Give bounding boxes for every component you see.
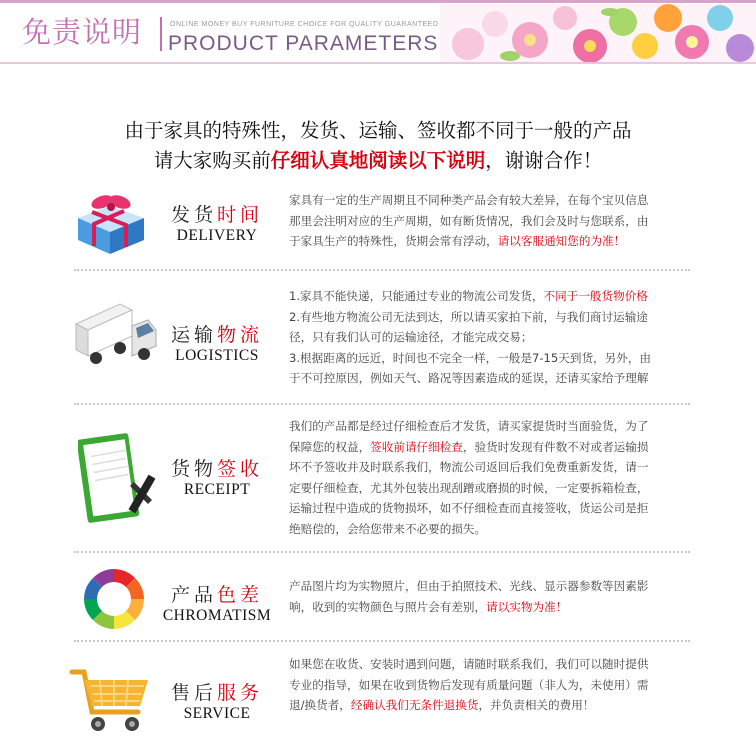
logistics-text — [289, 286, 689, 389]
service-line: 专业的指导，如果在收到货物后发现有质量问题（非人为，未使用）需 — [289, 677, 649, 692]
color-wheel-icon — [74, 566, 154, 632]
section-delivery — [0, 186, 756, 266]
banner-en-title: PRODUCT PARAMETERS — [168, 32, 439, 55]
delivery-line: 那里会注明对应的生产周期，如有断货情况，我们会及时与您联系，由 — [289, 213, 649, 228]
delivery-line — [289, 231, 689, 252]
logistics-line1-pre: 1.家具不能快递，只能通过专业的物流公司发货， — [289, 289, 544, 303]
delivery-text — [289, 190, 689, 252]
logistics-line — [289, 286, 689, 307]
chromatism-text — [289, 576, 689, 617]
delivery-cn-a: 发货 — [170, 204, 217, 226]
shopping-cart-icon — [66, 664, 156, 736]
receipt-label — [158, 454, 276, 499]
banner-cn-title: 免责说明 — [22, 15, 143, 49]
service-cn-a: 售后 — [170, 682, 217, 704]
headline-line2 — [0, 146, 756, 176]
banner-top-line — [0, 0, 756, 3]
delivery-line: 家具有一定的生产周期且不同种类产品会有较大差异，在每个宝贝信息 — [289, 193, 649, 207]
chromatism-cn-label — [150, 580, 284, 607]
logistics-cn-b: 物流 — [217, 324, 264, 346]
clipboard-pen-icon — [78, 430, 158, 526]
receipt-text — [289, 416, 689, 540]
divider — [74, 640, 690, 642]
service-label — [158, 678, 276, 723]
receipt-cn-a: 货物 — [170, 458, 217, 480]
headline — [0, 116, 756, 176]
logistics-cn-a: 运输 — [170, 324, 217, 346]
headline-line2-pre: 请大家购买前 — [153, 149, 271, 172]
receipt-line: 运输过程中造成的货物损坏，如不仔细检查而直接签收，货运公司是拒 — [289, 501, 649, 516]
service-line3-post: ，并负责相关的费用！ — [478, 698, 595, 713]
divider — [74, 403, 690, 405]
receipt-line: 定要仔细检查，尤其外包装出现刮蹭或磨损的时候，一定要拆箱检查， — [289, 480, 649, 495]
service-text — [289, 654, 689, 716]
section-logistics — [0, 282, 756, 392]
logistics-label — [158, 320, 276, 365]
receipt-line: 绝赔偿的，会给您带来不必要的损失。 — [289, 521, 487, 536]
headline-line1: 由于家具的特殊性，发货、运输、签收都不同于一般的产品 — [124, 119, 632, 142]
receipt-line2-red: 签收前请仔细检查 — [370, 439, 463, 454]
banner-divider — [160, 17, 162, 51]
banner-tagline: ONLINE MONEY BUY FURNITURE CHOICE FOR QUALITY GUARANTEED — [170, 21, 439, 28]
banner-bottom-line — [0, 62, 756, 64]
gift-box-icon — [70, 188, 150, 258]
receipt-line2-post: ，验货时发现有件数不对或者运输损 — [462, 439, 649, 454]
chromatism-line: 产品图片均为实物照片，但由于拍照技术、光线、显示器参数等因素影 — [289, 579, 649, 593]
receipt-cn-b: 签收 — [217, 458, 264, 480]
service-line — [289, 695, 689, 716]
chromatism-en-label: CHROMATISM — [162, 607, 272, 624]
service-cn-b: 服务 — [217, 682, 264, 704]
logistics-cn-label — [158, 320, 276, 347]
headline-line2-red: 仔细认真地阅读以下说明 — [270, 149, 486, 172]
delivery-line3-red: 请以客服通知您的为准！ — [497, 234, 626, 249]
service-en-label: SERVICE — [183, 705, 251, 722]
section-chromatism — [0, 566, 756, 636]
receipt-line2-pre: 保障您的权益， — [289, 439, 371, 454]
service-line3-pre: 退/换货者， — [289, 698, 351, 713]
logistics-line: 径，只有我们认可的运输途径，才能完成交易； — [289, 330, 533, 345]
chromatism-cn-b: 色差 — [217, 584, 264, 606]
service-line: 如果您在收货、安装时遇到问题，请随时联系我们，我们可以随时提供 — [289, 657, 649, 671]
receipt-line — [289, 437, 689, 458]
headline-line2-post: ，谢谢合作！ — [485, 149, 603, 172]
chromatism-cn-a: 产品 — [170, 584, 217, 606]
receipt-cn-label — [158, 454, 276, 481]
receipt-line: 坏不予签收并及时联系我们，物流公司返回后我们免费重新发货，请一 — [289, 460, 649, 475]
receipt-line: 我们的产品都是经过仔细检查后才发货，请买家提货时当面验货，为了 — [289, 419, 649, 433]
divider — [74, 269, 690, 271]
delivery-cn-label — [158, 200, 276, 227]
delivery-label — [158, 200, 276, 245]
delivery-en-label: DELIVERY — [176, 227, 258, 244]
service-cn-label — [158, 678, 276, 705]
chromatism-label — [150, 580, 284, 625]
banner — [0, 0, 756, 64]
logistics-line: 于不可控原因，例如天气、路况等因素造成的延误，还请买家给予理解 — [289, 371, 649, 386]
logistics-en-label: LOGISTICS — [175, 347, 259, 364]
delivery-cn-b: 时间 — [217, 204, 264, 226]
chromatism-line — [289, 597, 689, 618]
service-line3-red: 经确认我们无条件退换货 — [350, 698, 479, 713]
logistics-line1-red: 不同于一般货物价格 — [543, 289, 648, 303]
section-receipt — [0, 412, 756, 544]
section-service — [0, 657, 756, 744]
chromatism-line2-red: 请以实物为准！ — [486, 599, 568, 614]
receipt-en-label: RECEIPT — [183, 481, 251, 498]
delivery-line3-pre: 于家具生产的特殊性，货期会常有浮动， — [289, 234, 498, 249]
flower-decoration-icon — [440, 4, 756, 62]
truck-icon — [72, 296, 160, 368]
divider — [74, 551, 690, 553]
chromatism-line2-pre: 响，收到的实物颜色与照片会有差别， — [289, 599, 487, 614]
logistics-line: 3.根据距离的远近，时间也不完全一样，一般是7-15天到货，另外，由 — [289, 350, 652, 365]
logistics-line: 2.有些地方物流公司无法到达，所以请买家拍下前，与我们商讨运输途 — [289, 309, 648, 324]
